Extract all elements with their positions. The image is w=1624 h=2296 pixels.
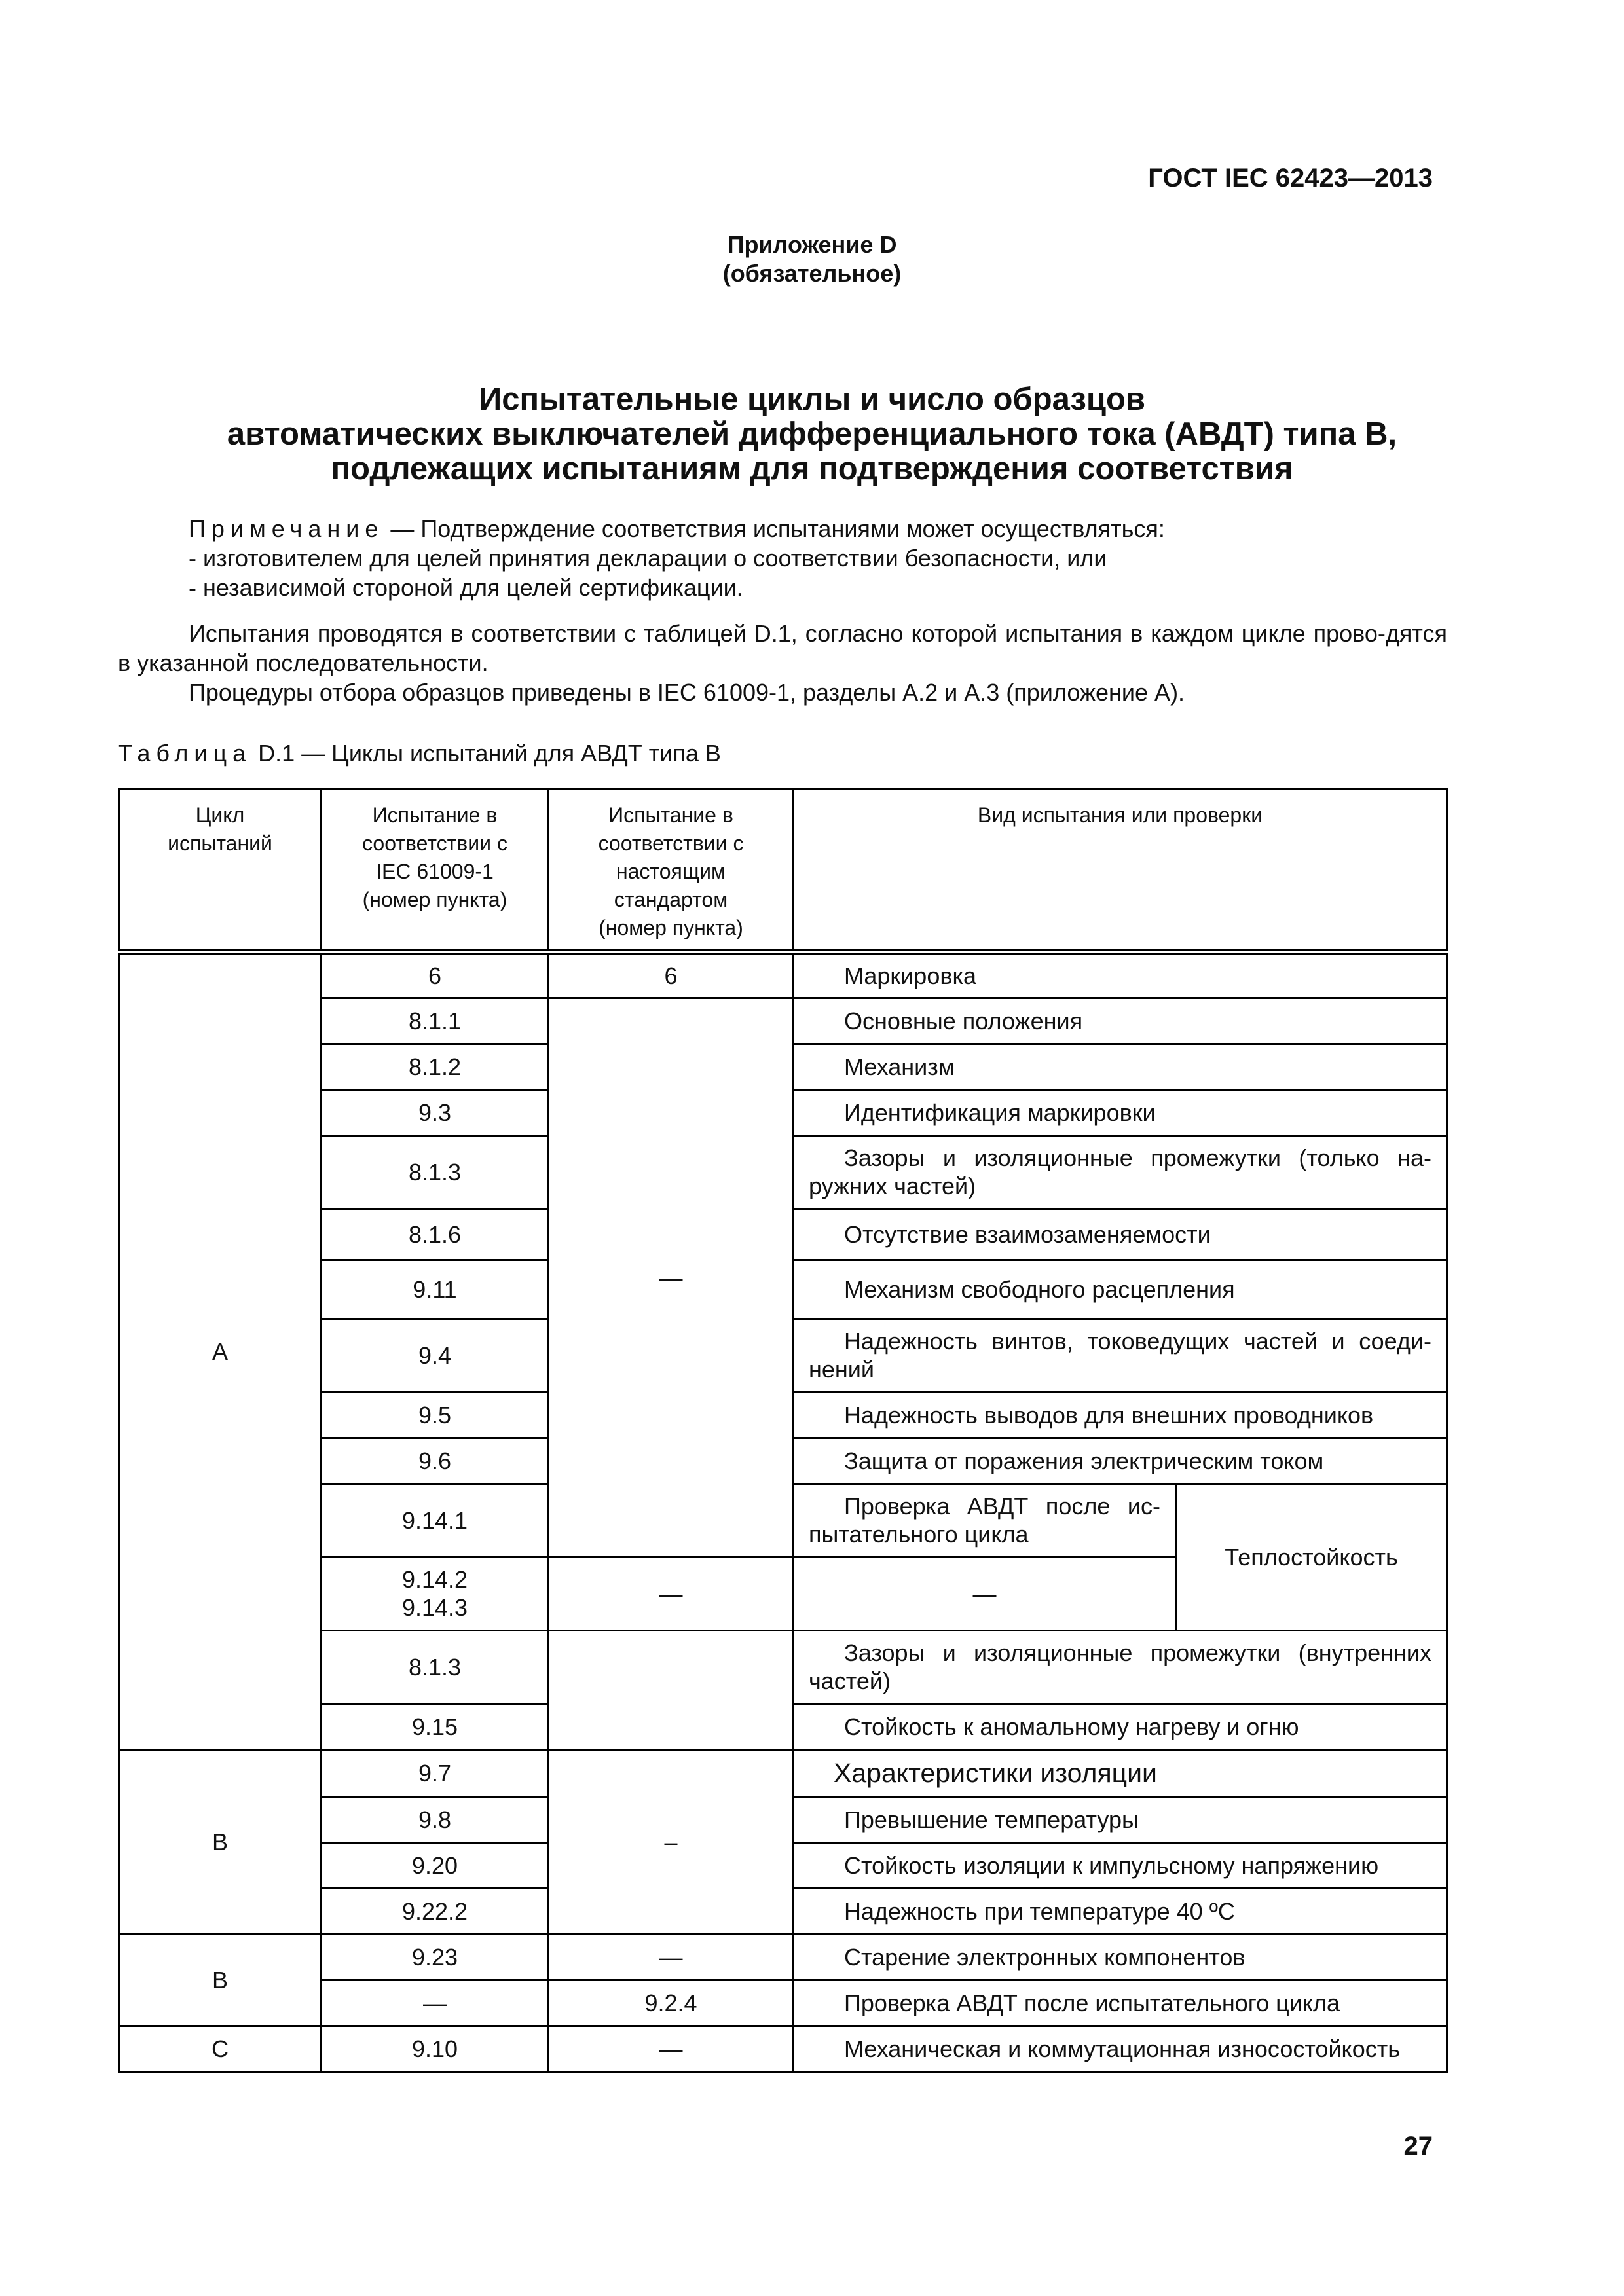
test-desc-cell: Идентификация маркировки	[794, 1089, 1447, 1135]
test-desc-cell: Надежность винтов, токоведущих частей и соеди-нений	[794, 1319, 1447, 1392]
std-clause-cell: —	[549, 998, 794, 1557]
test-desc-cell: Основные положения	[794, 998, 1447, 1044]
std-clause-cell: 9.2.4	[549, 1980, 794, 2026]
iec-clause-cell: 9.6	[322, 1438, 549, 1484]
test-desc-cell: Зазоры и изоляционные промежутки (внутренних частей)	[794, 1630, 1447, 1704]
iec-clause-cell: 9.14.1	[322, 1484, 549, 1557]
header-std-clause: Испытание в соответствии с настоящим стандартом (номер пункта)	[549, 789, 794, 953]
annex-status: (обязательное)	[722, 260, 902, 287]
test-desc-cell: Проверка АВДТ после испытательного цикла	[794, 1980, 1447, 2026]
iec-clause-line-1: 9.14.2	[401, 1566, 468, 1593]
header-cycle: Цикл испытаний	[119, 789, 322, 953]
std-clause-cell	[549, 1630, 794, 1749]
section-title	[0, 382, 1624, 486]
note-label: Примечание	[189, 515, 384, 542]
test-desc-cell: Механизм	[794, 1044, 1447, 1089]
body-paragraph-1: Испытания проводятся в соответствии с таблицей D.1, согласно которой испытания в каждом цикле прово-дятся в указанной последовательности.	[118, 620, 1447, 676]
iec-clause-cell: 9.8	[322, 1796, 549, 1842]
title-line-1: Испытательные циклы и число образцов	[478, 382, 1146, 417]
std-clause-cell: —	[549, 2026, 794, 2071]
test-desc-cell: Превышение температуры	[794, 1796, 1447, 1842]
table-caption-label: Таблица	[118, 740, 252, 767]
std-clause-cell: 6	[549, 952, 794, 998]
iec-clause-cell: 9.23	[322, 1934, 549, 1980]
std-clause-cell: —	[549, 1557, 794, 1630]
annex-title: Приложение D	[727, 231, 897, 258]
iec-clause-cell	[322, 1557, 549, 1630]
table-row	[119, 952, 1447, 998]
iec-clause-cell: 9.20	[322, 1842, 549, 1888]
test-desc-cell: —	[794, 1557, 1176, 1630]
test-desc-cell: Стойкость изоляции к импульсному напряжению	[794, 1842, 1447, 1888]
iec-clause-cell: 8.1.1	[322, 998, 549, 1044]
iec-clause-cell: 9.11	[322, 1260, 549, 1319]
iec-clause-cell: —	[322, 1980, 549, 2026]
table-caption	[118, 740, 721, 767]
note-block	[118, 514, 1447, 602]
iec-clause-cell: 8.1.3	[322, 1135, 549, 1209]
test-desc-cell: Старение электронных компонентов	[794, 1934, 1447, 1980]
note-item-2: - независимой стороной для целей сертификации.	[189, 574, 743, 601]
table-caption-text: D.1 — Циклы испытаний для АВДТ типа В	[251, 740, 721, 767]
heat-resistance-group-cell: Теплостойкость	[1176, 1484, 1447, 1630]
title-line-2: автоматических выключателей дифференциального тока (АВДТ) типа В,	[227, 416, 1397, 452]
iec-clause-cell: 9.7	[322, 1749, 549, 1796]
note-item-1: - изготовителем для целей принятия декларации о соответствии безопасности, или	[189, 545, 1107, 572]
iec-clause-cell: 9.4	[322, 1319, 549, 1392]
table-row	[119, 2026, 1447, 2071]
note-text: — Подтверждение соответствия испытаниями может осуществляться:	[384, 515, 1165, 542]
test-desc-cell: Зазоры и изоляционные промежутки (только на-ружних частей)	[794, 1135, 1447, 1209]
test-desc-cell: Характеристики изоляции	[794, 1749, 1447, 1796]
std-clause-cell: –	[549, 1749, 794, 1934]
test-desc-cell: Стойкость к аномальному нагреву и огню	[794, 1704, 1447, 1749]
test-desc-cell: Проверка АВДТ после ис-пытательного цикла	[794, 1484, 1176, 1557]
test-cycles-table	[118, 788, 1448, 2073]
test-desc-cell: Маркировка	[794, 952, 1447, 998]
test-desc-cell: Механическая и коммутационная износостойкость	[794, 2026, 1447, 2071]
header-iec-clause: Испытание в соответствии с IEC 61009-1 (номер пункта)	[322, 789, 549, 953]
iec-clause-cell: 8.1.2	[322, 1044, 549, 1089]
iec-clause-cell: 8.1.6	[322, 1209, 549, 1260]
title-line-3: подлежащих испытаниям для подтверждения соответствия	[331, 451, 1293, 486]
test-desc-cell: Надежность выводов для внешних проводников	[794, 1392, 1447, 1438]
std-clause-cell: —	[549, 1934, 794, 1980]
iec-clause-line-2: 9.14.3	[401, 1594, 468, 1621]
annex-heading	[0, 230, 1624, 288]
test-desc-cell: Отсутствие взаимозаменяемости	[794, 1209, 1447, 1260]
iec-clause-cell: 8.1.3	[322, 1630, 549, 1704]
table-row	[119, 1934, 1447, 1980]
table-header-row	[119, 789, 1447, 953]
standard-designation: ГОСТ IEC 62423—2013	[1148, 164, 1433, 192]
test-desc-cell: Защита от поражения электрическим током	[794, 1438, 1447, 1484]
cycle-cell: C	[119, 2026, 322, 2071]
iec-clause-cell: 9.15	[322, 1704, 549, 1749]
cycle-cell: B	[119, 1749, 322, 1934]
iec-clause-cell: 6	[322, 952, 549, 998]
iec-clause-cell: 9.3	[322, 1089, 549, 1135]
header-test-type: Вид испытания или проверки	[794, 789, 1447, 953]
cycle-cell: A	[119, 952, 322, 1749]
cycle-cell: B	[119, 1934, 322, 2026]
table-row	[119, 1749, 1447, 1796]
body-paragraph-2: Процедуры отбора образцов приведены в IEC 61009-1, разделы А.2 и А.3 (приложение А).	[189, 679, 1185, 706]
iec-clause-cell: 9.5	[322, 1392, 549, 1438]
page-number: 27	[1403, 2132, 1433, 2160]
iec-clause-cell: 9.10	[322, 2026, 549, 2071]
iec-clause-cell: 9.22.2	[322, 1888, 549, 1934]
test-desc-cell: Надежность при температуре 40 ºС	[794, 1888, 1447, 1934]
test-desc-cell: Механизм свободного расцепления	[794, 1260, 1447, 1319]
